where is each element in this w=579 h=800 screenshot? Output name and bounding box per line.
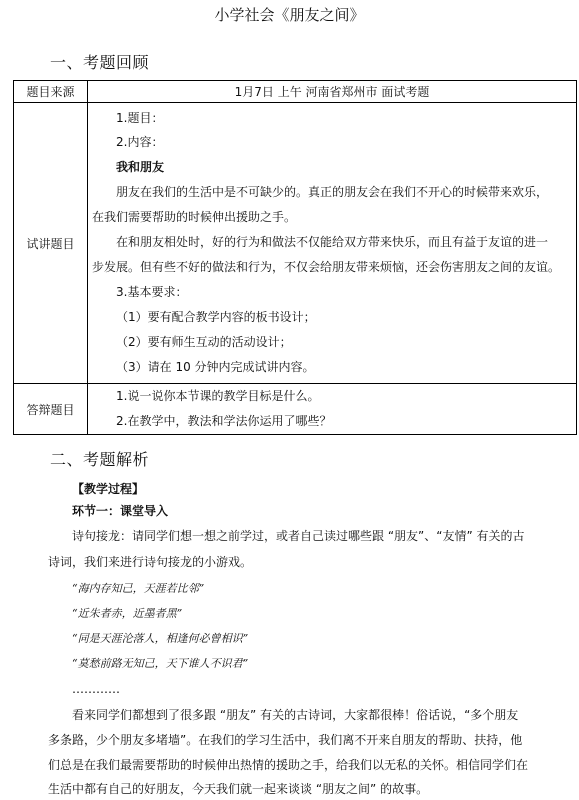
para-line-2: 多条路，少个朋友多堵墙”。在我们的学习生活中，我们离不开来自朋友的帮助、扶持，他 xyxy=(48,733,523,747)
trial-line-2: 2.内容： xyxy=(116,135,164,149)
trial-line-11: （3）请在 10 分钟内完成试讲内容。 xyxy=(116,360,315,374)
document-title: 小学社会《朋友之间》 xyxy=(214,6,365,24)
trial-line-5: 在我们需要帮助的时候伸出援助之手。 xyxy=(92,210,297,224)
trial-content xyxy=(88,103,577,384)
trial-subtitle: 我和朋友 xyxy=(116,160,165,174)
poem-quote-1: “海内存知己，天涯若比邻” xyxy=(72,582,205,595)
trial-line-6: 在和朋友相处时，好的行为和做法不仅能给双方带来快乐，而且有益于友谊的进一 xyxy=(116,235,549,249)
poem-quote-3: “同是天涯沦落人，相逢何必曾相识” xyxy=(72,632,249,645)
section-heading-review: 一、考题回顾 xyxy=(50,53,150,72)
poem-quote-4: “莫愁前路无知己，天下谁人不识君” xyxy=(72,657,249,670)
defense-line-2: 2.在教学中，教法和学法你运用了哪些？ xyxy=(116,414,332,428)
poem-quote-2: “近朱者赤，近墨者黑” xyxy=(72,607,183,620)
trial-line-10: （2）要有师生互动的活动设计； xyxy=(116,335,292,349)
defense-label: 答辩题目 xyxy=(14,384,88,435)
trial-line-4: 朋友在我们的生活中是不可缺少的。真正的朋友会在我们不开心的时候带来欢乐， xyxy=(116,185,549,199)
table-row-defense xyxy=(14,384,577,435)
trial-line-7: 步发展。但有些不好的做法和行为，不仅会给朋友带来烦恼，还会伤害朋友之间的友谊。 xyxy=(92,260,561,274)
ellipsis: ………… xyxy=(72,682,120,696)
table-row-trial xyxy=(14,103,577,384)
defense-content xyxy=(88,384,577,435)
trial-label: 试讲题目 xyxy=(14,103,88,384)
stage-one-heading: 环节一：课堂导入 xyxy=(72,504,169,518)
trial-line-8: 3.基本要求： xyxy=(116,285,188,299)
para-line-3: 们总是在我们最需要帮助的时候伸出热情的援助之手，给我们以无私的关怀。相信同学们在 xyxy=(48,758,529,772)
para-line-1: 看来同学们都想到了很多跟 “朋友” 有关的古诗词，大家都很棒！俗话说，“多个朋友 xyxy=(72,708,519,722)
intro-line-1: 诗句接龙：请同学们想一想之前学过，或者自己读过哪些跟 “朋友”、“友情” 有关的古 xyxy=(72,529,525,543)
exam-table xyxy=(13,80,577,435)
table-row-source xyxy=(14,81,577,103)
trial-line-1: 1.题目： xyxy=(116,111,164,125)
defense-line-1: 1.说一说你本节课的教学目标是什么。 xyxy=(116,389,320,403)
source-value: 1月7日 上午 河南省郑州市 面试考题 xyxy=(88,81,577,103)
intro-line-2: 诗词，我们来进行诗句接龙的小游戏。 xyxy=(48,555,253,569)
para-line-4: 生活中都有自己的好朋友，今天我们就一起来谈谈 “朋友之间” 的故事。 xyxy=(48,782,429,796)
trial-line-9: （1）要有配合教学内容的板书设计； xyxy=(116,310,316,324)
section-heading-analysis: 二、考题解析 xyxy=(50,450,150,469)
source-label: 题目来源 xyxy=(14,81,88,103)
process-label: 【教学过程】 xyxy=(72,482,145,496)
